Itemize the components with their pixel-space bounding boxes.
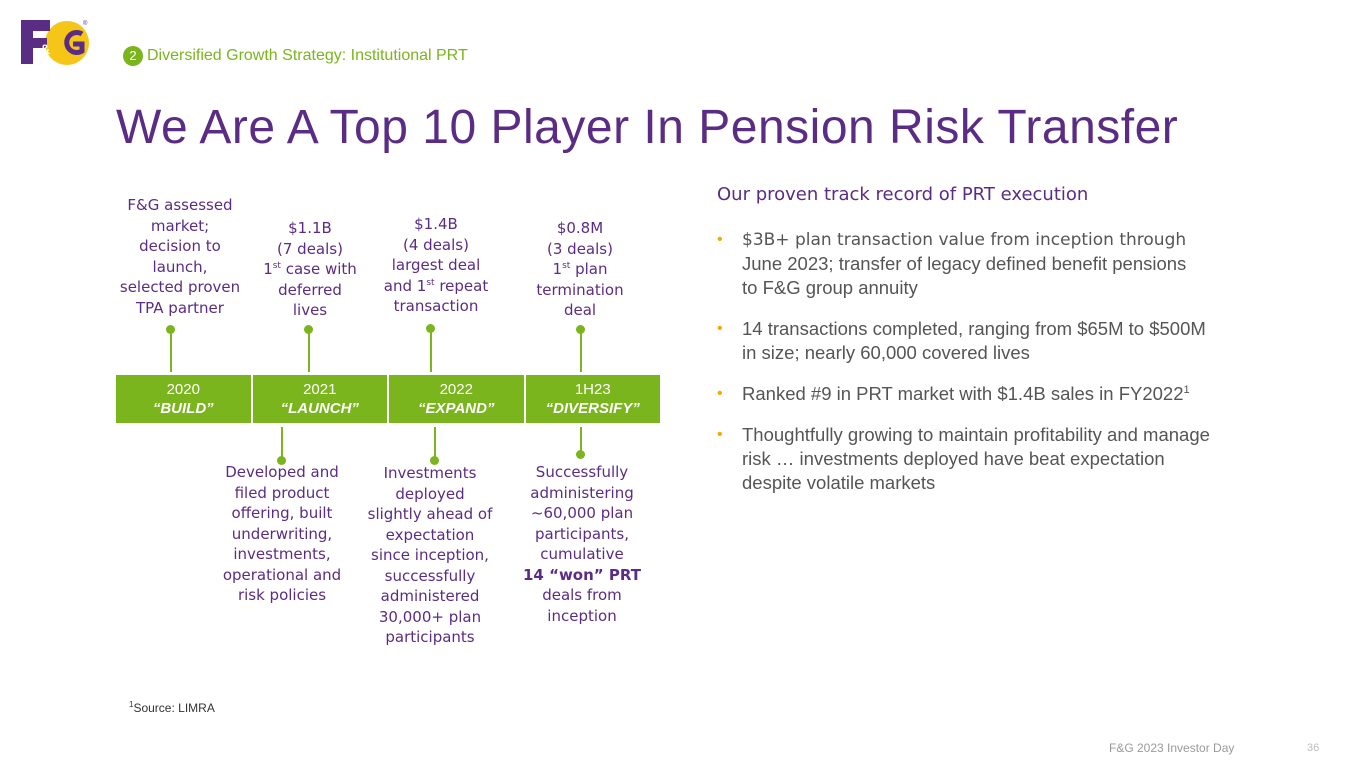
list-item: • 14 transactions completed, ranging from $65M to $500M in size; nearly 60,000 covered lives	[717, 318, 1206, 363]
timeline-segment-2021: 2021 “LAUNCH”	[253, 375, 388, 423]
bullet-icon: •	[717, 320, 723, 337]
track-record-list	[717, 228, 1257, 512]
connector-dot	[576, 450, 585, 459]
connector-line	[580, 330, 582, 372]
svg-text:&: &	[40, 41, 51, 57]
connector-line	[281, 427, 283, 459]
section-number-badge: 2	[123, 46, 143, 66]
note-2020: F&G assessed market; decision to launch, selected proven TPA partner	[119, 196, 241, 317]
note-2021: $1.1B (7 deals) 1st case with deferred lives	[263, 219, 357, 319]
bullet-icon: •	[717, 426, 723, 443]
bullet-icon: •	[717, 385, 723, 402]
track-record-heading: Our proven track record of PRT execution	[717, 184, 1089, 205]
source-footnote: $^1$Source: LIMRA	[129, 700, 215, 715]
page-number: 36	[1307, 742, 1320, 754]
list-item: • Ranked #9 in PRT market with $1.4B sales in FY2022$^1$	[717, 383, 1190, 404]
event-label: F&G 2023 Investor Day	[1109, 741, 1235, 755]
connector-line	[430, 329, 432, 372]
note-2022: $1.4B (4 deals) largest deal and 1st repeat transaction	[383, 215, 489, 315]
list-item: • $3B+ plan transaction value from inception through June 2023; transfer of legacy defined benefit pensions to F&G group annuity	[717, 230, 1187, 298]
connector-line	[308, 330, 310, 372]
connector-line	[434, 427, 436, 459]
note-1h23-detail: Successfully administering ~60,000 plan participants, cumulative 14 “won” PRT deals from inception	[523, 463, 641, 625]
timeline-bar	[116, 375, 660, 423]
section-label: Diversified Growth Strategy: Institutional PRT	[147, 47, 468, 64]
timeline-segment-2020: 2020 “BUILD”	[116, 375, 251, 423]
timeline-segment-2022: 2022 “EXPAND”	[389, 375, 524, 423]
note-2021-detail: Developed and filed product offering, built underwriting, investments, operational and risk policies	[222, 463, 342, 604]
connector-line	[170, 330, 172, 372]
bullet-icon: •	[717, 231, 723, 248]
page-title: We Are A Top 10 Player In Pension Risk Transfer	[116, 101, 1179, 154]
list-item: • Thoughtfully growing to maintain profitability and manage risk … investments deployed have beat expectation despite volatile markets	[717, 424, 1210, 493]
note-2022-detail: Investments deployed slightly ahead of expectation since inception, successfully administered 30,000+ plan participants	[367, 464, 493, 646]
svg-text:®: ®	[83, 21, 88, 27]
timeline-segment-1h23: 1H23 “DIVERSIFY”	[526, 375, 661, 423]
note-1h23: $0.8M (3 deals) 1st plan termination deal	[536, 219, 624, 319]
fg-logo	[20, 18, 90, 66]
